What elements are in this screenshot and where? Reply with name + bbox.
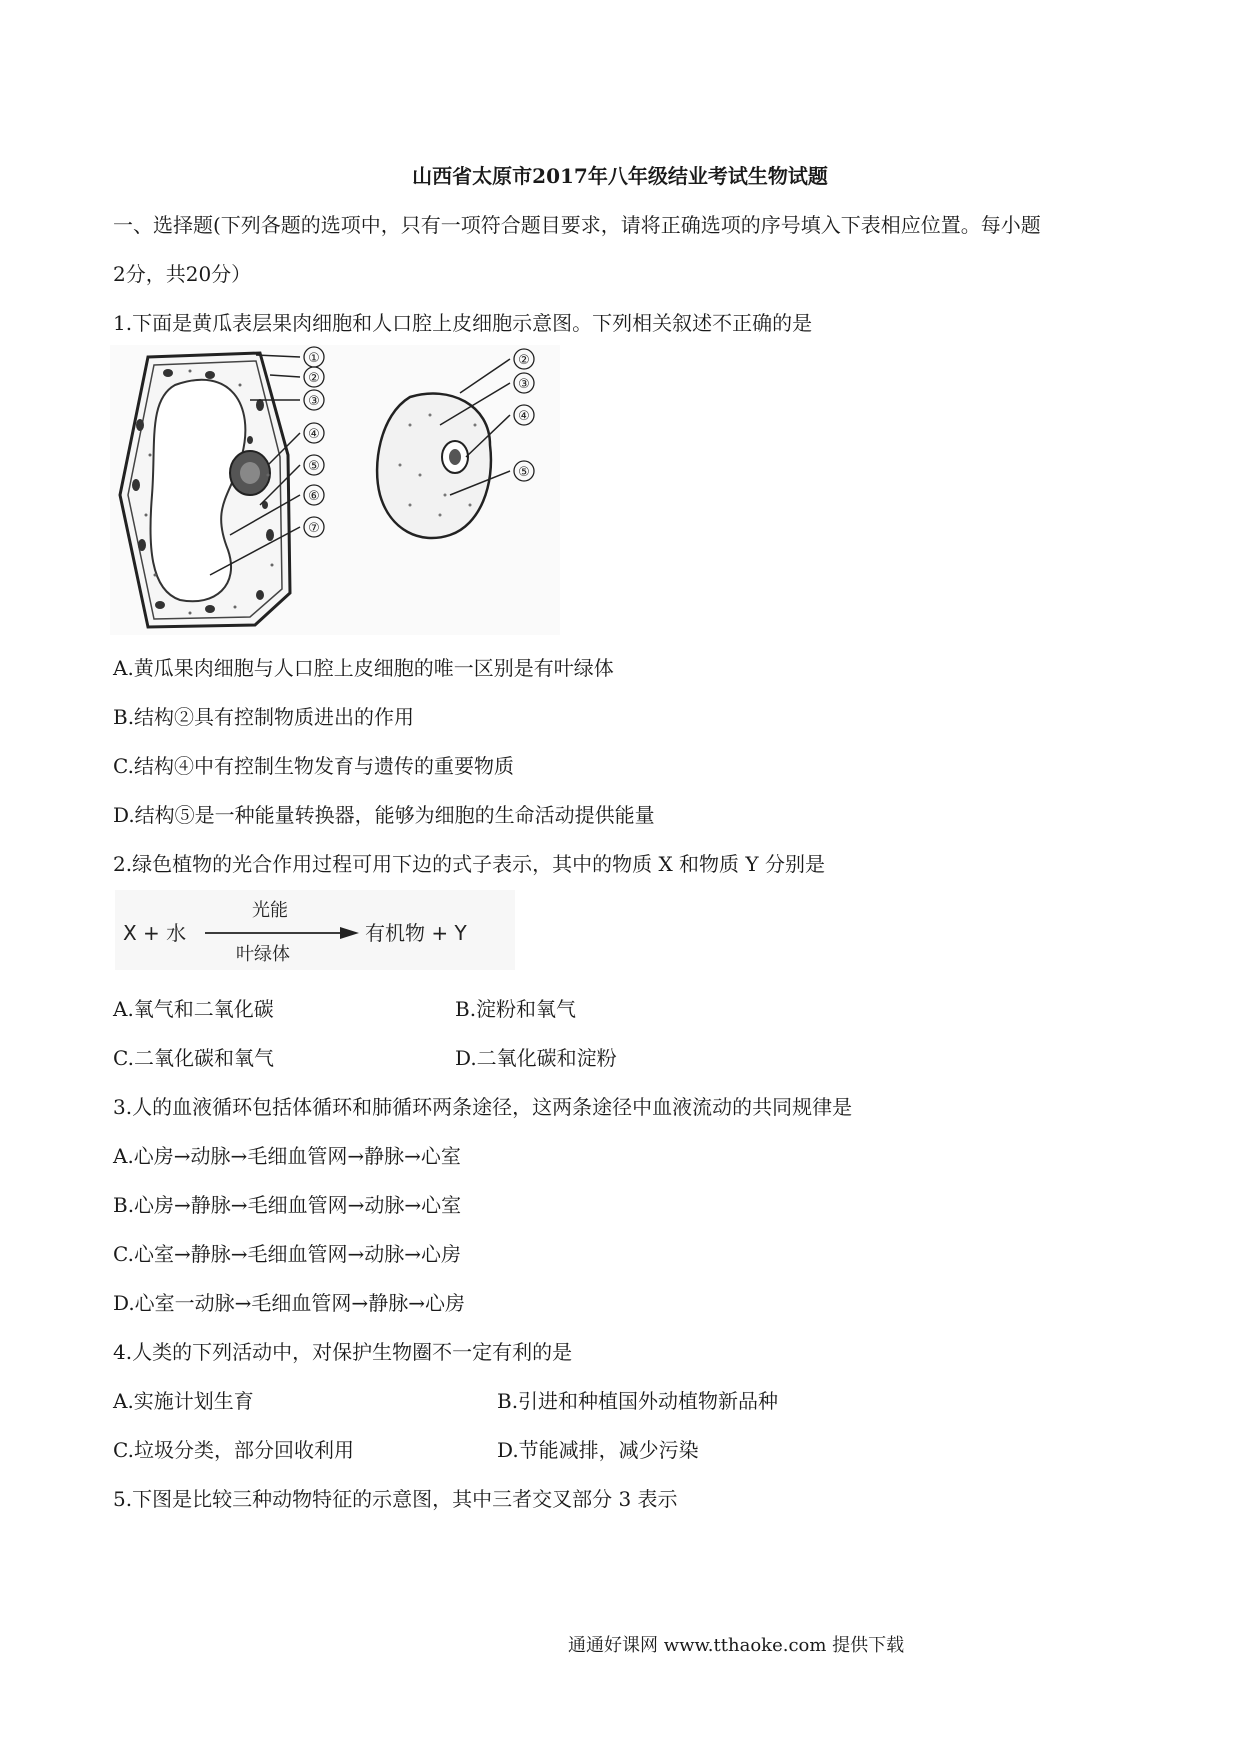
- section-heading-line1: 一、选择题(下列各题的选项中，只有一项符合题目要求，请将正确选项的序号填入下表相应位置。每小题: [113, 213, 1041, 237]
- plant-label-7: ⑦: [308, 521, 320, 536]
- formula-right: 有机物 + Y: [365, 921, 467, 945]
- animal-label-2: ②: [518, 353, 530, 368]
- section-heading-line2: 2分，共20分）: [113, 262, 252, 286]
- q4-option-c: C.垃圾分类，部分回收利用: [113, 1438, 354, 1462]
- q2-stem: 2.绿色植物的光合作用过程可用下边的式子表示，其中的物质 X 和物质 Y 分别是: [113, 852, 825, 876]
- q3-option-d: D.心室一动脉→毛细血管网→静脉→心房: [113, 1291, 465, 1315]
- formula-condition-bottom: 叶绿体: [236, 944, 290, 965]
- page-footer: 通通好课网 www.tthaoke.com 提供下载: [568, 1635, 905, 1656]
- q3-option-b: B.心房→静脉→毛细血管网→动脉→心室: [113, 1193, 462, 1217]
- plant-label-6: ⑥: [308, 489, 320, 504]
- page-title: 山西省太原市2017年八年级结业考试生物试题: [412, 164, 828, 188]
- q4-option-a: A.实施计划生育: [113, 1389, 254, 1413]
- photosynthesis-formula: [115, 890, 515, 970]
- q3-option-c: C.心室→静脉→毛细血管网→动脉→心房: [113, 1242, 461, 1266]
- plant-label-4: ④: [308, 427, 320, 442]
- cell-diagram: [110, 345, 560, 635]
- q2-option-c: C.二氧化碳和氧气: [113, 1046, 274, 1070]
- formula-left: X + 水: [123, 921, 187, 945]
- q1-option-b: B.结构②具有控制物质进出的作用: [113, 705, 415, 729]
- q1-stem: 1.下面是黄瓜表层果肉细胞和人口腔上皮细胞示意图。下列相关叙述不正确的是: [113, 311, 813, 335]
- q1-option-a: A.黄瓜果肉细胞与人口腔上皮细胞的唯一区别是有叶绿体: [113, 656, 614, 680]
- plant-label-3: ③: [308, 394, 320, 409]
- q4-stem: 4.人类的下列活动中，对保护生物圈不一定有利的是: [113, 1340, 573, 1364]
- q4-option-d: D.节能减排，减少污染: [497, 1438, 699, 1462]
- q2-option-d: D.二氧化碳和淀粉: [455, 1046, 617, 1070]
- q2-option-b: B.淀粉和氧气: [455, 997, 577, 1021]
- q5-stem: 5.下图是比较三种动物特征的示意图，其中三者交叉部分 3 表示: [113, 1487, 678, 1511]
- formula-condition-top: 光能: [252, 900, 288, 921]
- animal-label-3: ③: [518, 377, 530, 392]
- q4-option-b: B.引进和种植国外动植物新品种: [497, 1389, 779, 1413]
- animal-cell: [377, 394, 491, 538]
- plant-label-5: ⑤: [308, 459, 320, 474]
- q2-option-a: A.氧气和二氧化碳: [113, 997, 274, 1021]
- animal-label-5: ⑤: [518, 465, 530, 480]
- plant-label-1: ①: [308, 351, 320, 366]
- q1-option-c: C.结构④中有控制生物发育与遗传的重要物质: [113, 754, 514, 778]
- q3-option-a: A.心房→动脉→毛细血管网→静脉→心室: [113, 1144, 461, 1168]
- animal-label-4: ④: [518, 409, 530, 424]
- plant-label-2: ②: [308, 371, 320, 386]
- q1-option-d: D.结构⑤是一种能量转换器，能够为细胞的生命活动提供能量: [113, 803, 655, 827]
- q3-stem: 3.人的血液循环包括体循环和肺循环两条途径，这两条途径中血液流动的共同规律是: [113, 1095, 853, 1119]
